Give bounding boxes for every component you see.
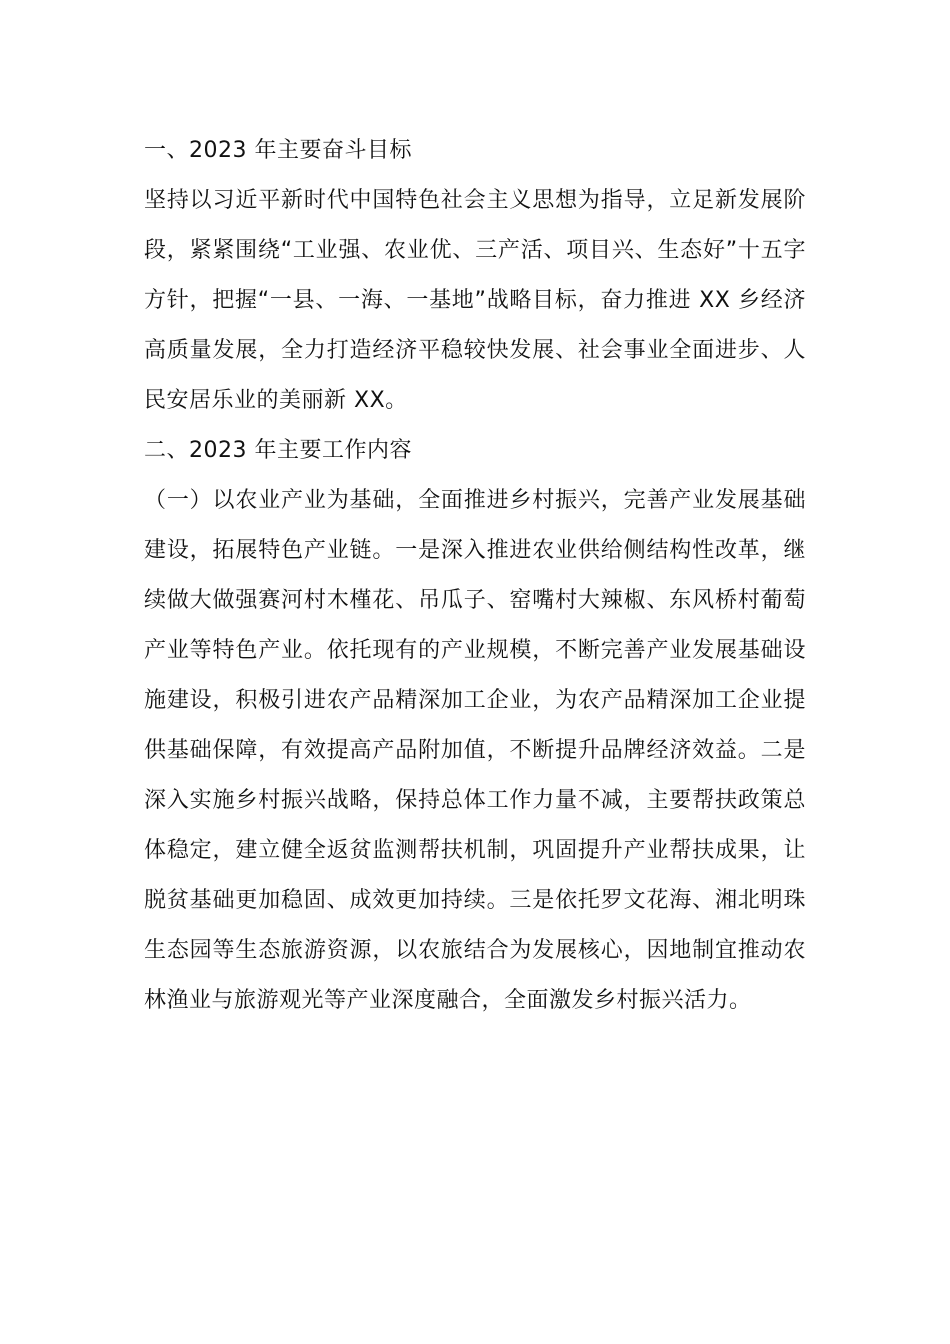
paragraph-work: （一）以农业产业为基础，全面推进乡村振兴，完善产业发展基础建设，拓展特色产业链。一是深入推进农业供给侧结构性改革，继续做大做强赛河村木槿花、吊瓜子、窑嘴村大辣椒、东风桥村葡萄产业等特色产业。依托现有的产业规模，不断完善产业发展基础设施建设，积极引进农产品精深加工企业，为农产品精深加工企业提供基础保障，有效提高产品附加值，不断提升品牌经济效益。二是深入实施乡村振兴战略，保持总体工作力量不减，主要帮扶政策总体稳定，建立健全返贫监测帮扶机制，巩固提升产业帮扶成果，让脱贫基础更加稳固、成效更加持续。三是依托罗文花海、湘北明珠生态园等生态旅游资源，以农旅结合为发展核心，因地制宜推动农林渔业与旅游观光等产业深度融合，全面激发乡村振兴活力。 bbox=[144, 488, 806, 1013]
document-body bbox=[144, 126, 806, 1026]
section-heading-goals: 一、2023 年主要奋斗目标 bbox=[144, 138, 412, 163]
section-heading-work: 二、2023 年主要工作内容 bbox=[144, 438, 412, 463]
paragraph-goals: 坚持以习近平新时代中国特色社会主义思想为指导，立足新发展阶段，紧紧围绕“工业强、农业优、三产活、项目兴、生态好”十五字方针，把握“一县、一海、一基地”战略目标，奋力推进 XX 乡经济高质量发展，全力打造经济平稳较快发展、社会事业全面进步、人民安居乐业的美丽新 XX。 bbox=[144, 188, 806, 413]
